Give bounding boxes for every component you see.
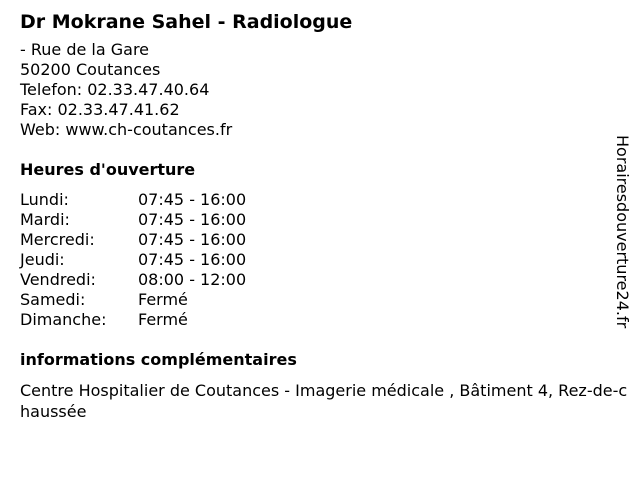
day-label: Mercredi:: [20, 230, 95, 249]
day-hours: 07:45 - 16:00: [138, 210, 247, 229]
hours-row-saturday: [20, 290, 246, 310]
day-label: Lundi:: [20, 190, 69, 209]
day-label: Mardi:: [20, 210, 70, 229]
hours-row-thursday: [20, 250, 246, 270]
day-hours: 08:00 - 12:00: [138, 270, 247, 289]
website-line: Web: www.ch-coutances.fr: [20, 120, 233, 139]
day-hours: Fermé: [138, 290, 188, 309]
fax-line: Fax: 02.33.47.41.62: [20, 100, 180, 119]
hours-row-sunday: [20, 310, 246, 330]
hours-row-friday: [20, 270, 246, 290]
day-label: Samedi:: [20, 290, 86, 309]
additional-info-text: Centre Hospitalier de Coutances - Imagerie médicale , Bâtiment 4, Rez-de-chaussée: [20, 381, 628, 421]
day-hours: Fermé: [138, 310, 188, 329]
day-hours: 07:45 - 16:00: [138, 250, 247, 269]
hours-row-monday: [20, 190, 246, 210]
opening-hours-table: [20, 190, 246, 330]
day-hours: 07:45 - 16:00: [138, 230, 247, 249]
hours-row-wednesday: [20, 230, 246, 250]
address-block: [20, 40, 630, 140]
phone-line: Telefon: 02.33.47.40.64: [20, 80, 210, 99]
street-line: - Rue de la Gare: [20, 40, 150, 59]
additional-info-heading: informations complémentaires: [20, 350, 297, 369]
page-title: Dr Mokrane Sahel - Radiologue: [20, 11, 353, 33]
practice-card: [20, 8, 630, 422]
hours-row-tuesday: [20, 210, 246, 230]
day-label: Dimanche:: [20, 310, 107, 329]
day-label: Vendredi:: [20, 270, 96, 289]
city-line: 50200 Coutances: [20, 60, 161, 79]
day-label: Jeudi:: [20, 250, 65, 269]
site-watermark: Horairesdouverture24.fr: [613, 135, 632, 329]
opening-hours-heading: Heures d'ouverture: [20, 160, 196, 179]
day-hours: 07:45 - 16:00: [138, 190, 247, 209]
